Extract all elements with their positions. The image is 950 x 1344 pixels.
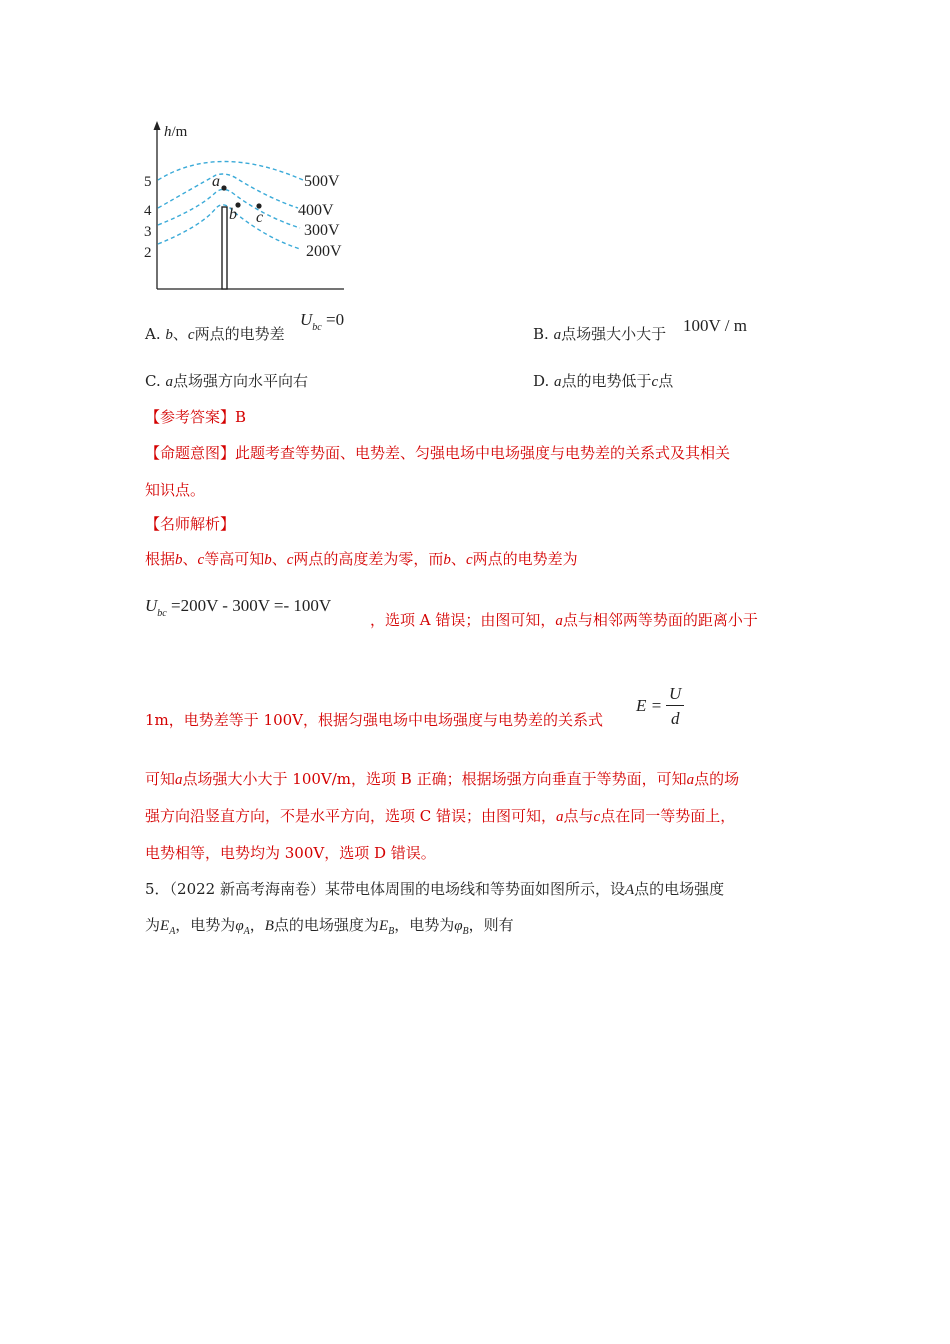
option-b-math: 100V / m: [683, 316, 747, 335]
question-5-line-1: 5．（2022 新高考海南卷）某带电体周围的电场线和等势面如图所示，设A点的电场强度: [145, 880, 725, 898]
y-axis-arrow: [154, 121, 161, 130]
curve-label-500v: 500V: [304, 173, 340, 190]
option-a-math: $U_{bc} =0$: [300, 310, 345, 333]
equipotential-500v: [158, 162, 303, 181]
option-b: B. a点场强大小大于: [533, 325, 667, 343]
analysis-line-3: 1m，电势差等于 100V，根据匀强电场中电场强度与电势差的关系式: [145, 711, 604, 729]
reference-answer: 【参考答案】B: [145, 408, 247, 426]
analysis-formula-ubc: $U_{bc} =200V - 300V =- 100V$: [145, 596, 332, 619]
building-rod: [222, 207, 227, 289]
y-tick-label: 4: [144, 203, 152, 219]
analysis-line-5: 强方向沿竖直方向，不是水平方向，选项 C 错误；由图可知，a点与c点在同一等势面上，: [145, 807, 736, 825]
y-tick-label: 2: [144, 245, 152, 261]
point-b-label: b: [229, 206, 237, 223]
y-tick-label: 5: [144, 174, 152, 190]
intent-line-2: 知识点。: [145, 481, 206, 499]
analysis-label: 【名师解析】: [145, 515, 236, 533]
option-d: D. a点的电势低于c点: [533, 372, 674, 390]
analysis-line-1: 根据b、c等高可知b、c两点的高度差为零，而b、c两点的电势差为: [145, 550, 578, 568]
y-axis-label: h/m: [164, 124, 188, 140]
point-c-label: c: [256, 209, 264, 226]
curve-label-200v: 200V: [306, 243, 342, 260]
equipotential-figure: [138, 118, 368, 296]
question-5-line-2: 为$E_A$，电势为$\varphi_A$，B点的电场强度为$E_B$，电势为$\varphi_B$，则有: [145, 916, 514, 937]
point-c: [256, 203, 261, 208]
analysis-line-2: ，选项 A 错误；由图可知，a点与相邻两等势面的距离小于: [370, 611, 758, 629]
option-a: A. b、c两点的电势差: [145, 325, 285, 343]
curve-label-300v: 300V: [304, 222, 340, 239]
y-tick-label: 3: [144, 224, 152, 240]
point-a: [221, 185, 226, 190]
option-c: C. a点场强方向水平向右: [145, 372, 308, 390]
analysis-line-6: 电势相等，电势均为 300V，选项 D 错误。: [145, 844, 436, 862]
intent-line-1: 【命题意图】此题考查等势面、电势差、匀强电场中电场强度与电势差的关系式及其相关: [145, 444, 731, 462]
analysis-line-4: 可知a点场强大小大于 100V/m，选项 B 正确；根据场强方向垂直于等势面，可知a点的场: [145, 770, 740, 788]
point-a-label: a: [212, 173, 220, 190]
curve-label-400v: 400V: [298, 202, 334, 219]
